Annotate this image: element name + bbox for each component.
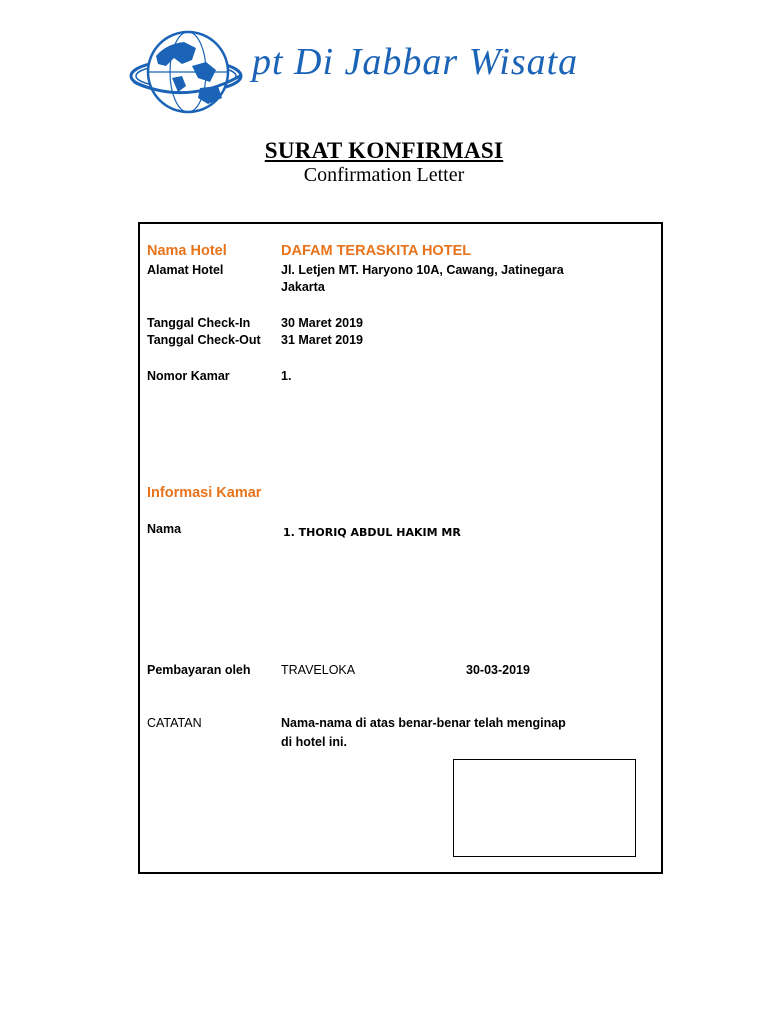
hotel-address-line1: Jl. Letjen MT. Haryono 10A, Cawang, Jatinegara xyxy=(281,263,564,277)
hotel-address-line2: Jakarta xyxy=(281,280,325,294)
hotel-name-value: DAFAM TERASKITA HOTEL xyxy=(281,243,472,259)
checkin-label: Tanggal Check-In xyxy=(147,316,251,330)
document-title: SURAT KONFIRMASI xyxy=(264,138,504,163)
checkin-value: 30 Maret 2019 xyxy=(281,316,364,330)
checkout-value: 31 Maret 2019 xyxy=(281,333,364,347)
hotel-address-label: Alamat Hotel xyxy=(147,263,224,277)
guest-name-label: Nama xyxy=(147,522,182,536)
payment-by-value: TRAVELOKA xyxy=(281,663,356,677)
payment-date-value: 30-03-2019 xyxy=(466,663,530,677)
room-info-heading: Informasi Kamar xyxy=(147,485,262,501)
note-label: CATATAN xyxy=(147,716,202,730)
company-name: pt Di Jabbar Wisata xyxy=(252,41,579,83)
note-line1: Nama-nama di atas benar-benar telah menginap xyxy=(281,716,566,730)
room-number-value: 1. xyxy=(281,369,292,383)
globe-icon xyxy=(126,26,246,122)
hotel-name-label: Nama Hotel xyxy=(147,243,227,259)
payment-label: Pembayaran oleh xyxy=(147,663,251,677)
room-number-label: Nomor Kamar xyxy=(147,369,230,383)
stamp-box xyxy=(453,759,636,857)
guest-name-value: 1. THORIQ ABDUL HAKIM MR xyxy=(283,526,461,539)
document-subtitle: Confirmation Letter xyxy=(303,164,465,186)
checkout-label: Tanggal Check-Out xyxy=(147,333,261,347)
note-line2: di hotel ini. xyxy=(281,735,347,749)
